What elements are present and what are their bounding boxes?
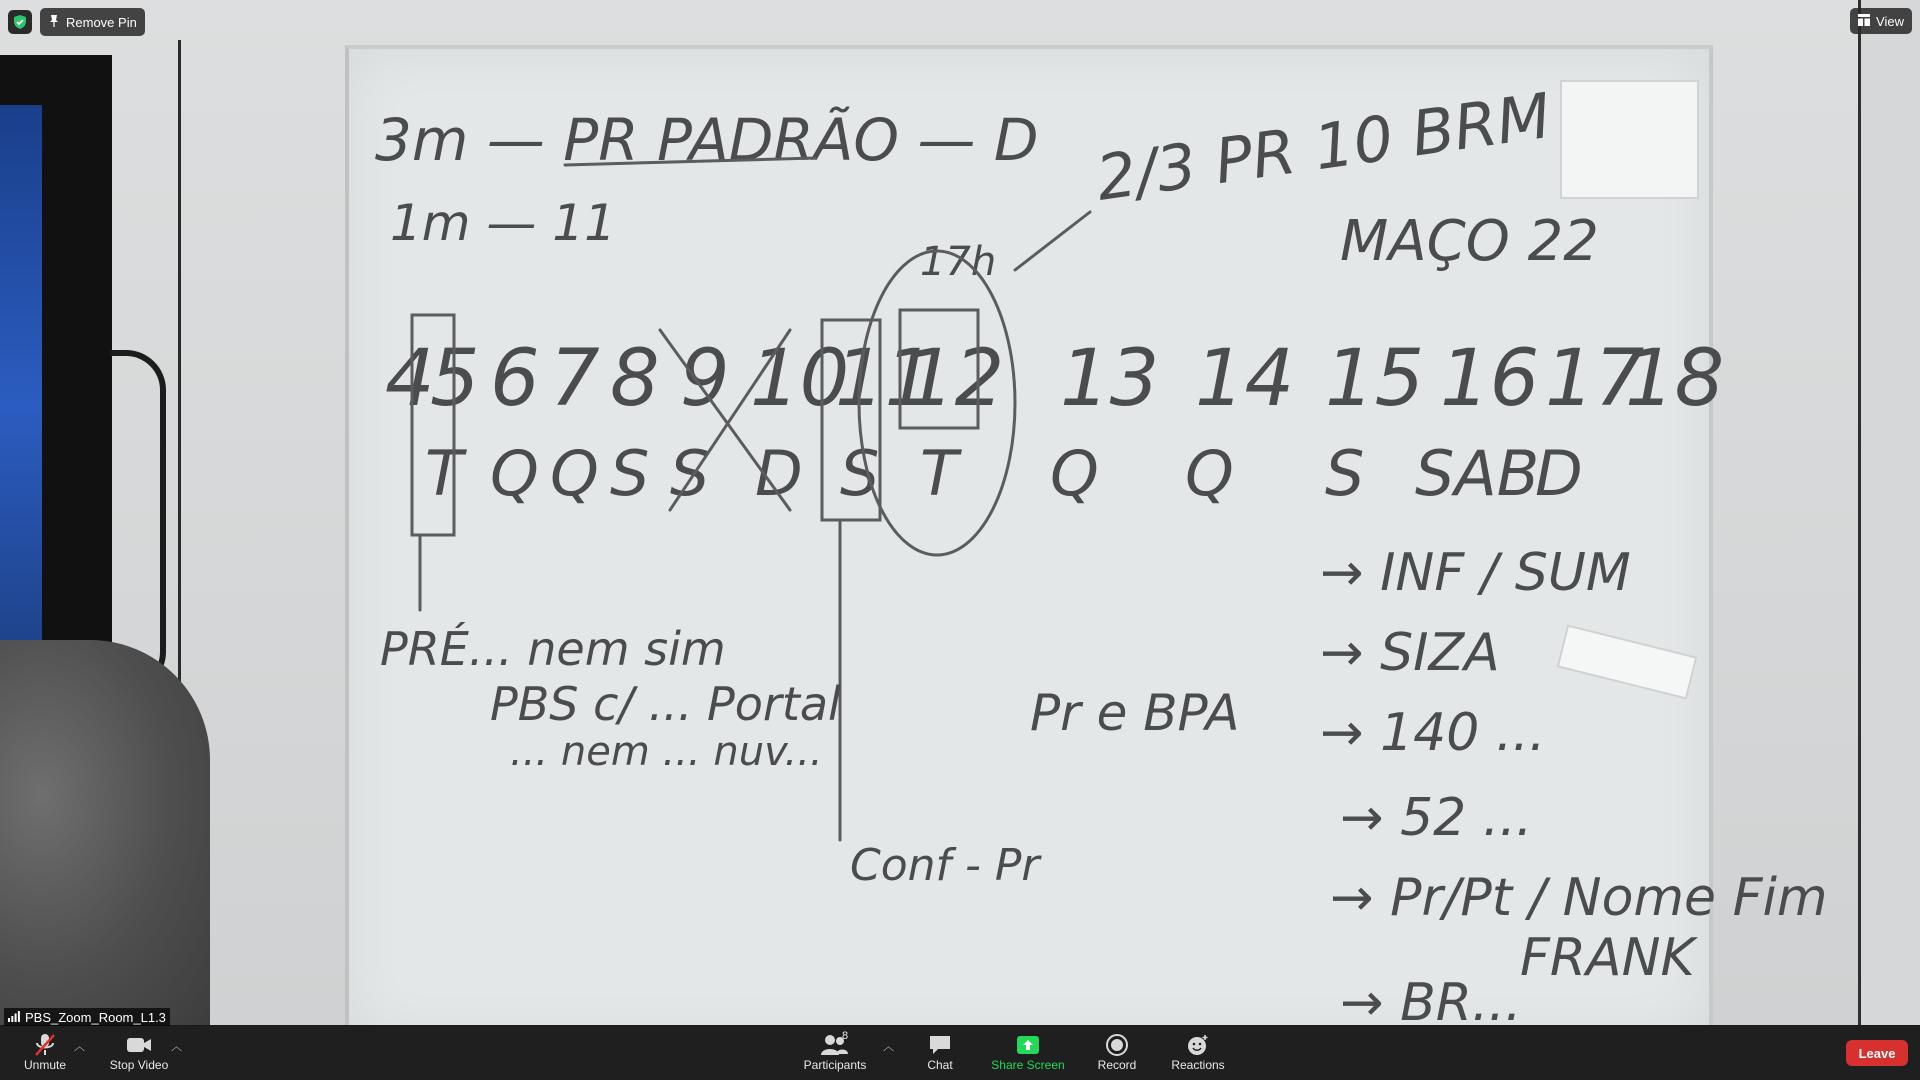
wb-day: 18: [1625, 334, 1725, 424]
wb-line2: 1m — 11: [390, 194, 616, 252]
view-label: View: [1876, 13, 1904, 29]
wb-list-item: → 140 ...: [1320, 703, 1546, 763]
wb-weekday: D: [755, 437, 803, 510]
wb-list-item: FRANK: [1520, 928, 1695, 988]
record-button[interactable]: [1096, 1032, 1138, 1076]
arrow-line: [1015, 212, 1090, 270]
share-screen-button[interactable]: [990, 1032, 1066, 1076]
unmute-button[interactable]: [22, 1032, 68, 1076]
participants-options-caret-icon[interactable]: ︿: [883, 1041, 894, 1053]
wb-day: 16: [1440, 334, 1540, 424]
meeting-toolbar: [0, 1026, 1920, 1080]
wb-notes-left-1: PRÉ... nem sim: [380, 622, 726, 676]
wb-weekday: T: [920, 437, 958, 510]
chat-icon: [928, 1032, 952, 1058]
wb-weekday: SAB: [1415, 437, 1540, 510]
record-label: Record: [1097, 1058, 1137, 1072]
wb-day: 5: [430, 334, 480, 424]
leave-button[interactable]: Leave: [1846, 1040, 1908, 1066]
share-screen-icon: [1016, 1032, 1040, 1058]
wb-notes-mid: Pr e BPA: [1030, 684, 1240, 742]
wb-notes-left-3: ... nem ... nuv...: [510, 729, 823, 775]
signal-icon: [8, 1010, 20, 1025]
wb-weekday: Q: [1050, 437, 1099, 510]
video-options-caret-icon[interactable]: ︿: [171, 1041, 182, 1053]
participants-count: 8: [842, 1030, 849, 1042]
wb-day: 17: [1545, 334, 1645, 424]
unmute-label: Unmute: [23, 1058, 67, 1072]
chat-label: Chat: [927, 1058, 953, 1072]
grid-icon: [1858, 14, 1870, 29]
wb-day: 8: [610, 334, 660, 424]
remove-pin-button[interactable]: [40, 8, 145, 36]
participants-button[interactable]: [800, 1032, 870, 1076]
weekdays-row: [425, 437, 1583, 510]
wb-weekday: Q: [550, 437, 599, 510]
chat-button[interactable]: [925, 1032, 955, 1076]
wb-note-top-right: 2/3 PR 10 BRM: [1091, 78, 1556, 215]
wb-list: [1320, 543, 1828, 1025]
room-name: PBS_Zoom_Room_L1.3: [25, 1009, 166, 1025]
camera-icon: [126, 1032, 152, 1058]
security-shield-icon[interactable]: [8, 10, 32, 34]
share-screen-label: Share Screen: [991, 1058, 1065, 1072]
wb-day: 13: [1060, 334, 1160, 424]
wb-list-item: → 52 ...: [1340, 788, 1533, 848]
wb-weekday: S: [610, 437, 650, 510]
wb-weekday: S: [1325, 437, 1365, 510]
wb-list-item: → INF / SUM: [1320, 543, 1631, 603]
wb-day: 4: [385, 334, 435, 424]
reactions-label: Reactions: [1171, 1058, 1225, 1072]
wb-list-item: → Pr/Pt / Nome Fim: [1330, 868, 1828, 928]
wb-day: 12: [905, 334, 1005, 424]
record-icon: [1106, 1032, 1128, 1058]
wb-weekday: S: [670, 437, 710, 510]
wb-month: MAÇO 22: [1340, 209, 1599, 274]
wb-day: 6: [490, 334, 540, 424]
remove-pin-label: Remove Pin: [66, 14, 137, 30]
reactions-icon: [1186, 1032, 1210, 1058]
participants-label: Participants: [803, 1058, 867, 1072]
wb-weekday: D: [1535, 437, 1583, 510]
wb-notes-bottom: Conf - Pr: [850, 840, 1040, 891]
pin-icon: [48, 14, 60, 31]
wb-weekday: T: [425, 437, 463, 510]
reactions-button[interactable]: [1170, 1032, 1226, 1076]
wb-day: 7: [550, 334, 600, 424]
wb-day: 9: [680, 334, 730, 424]
days-row: [385, 334, 1724, 424]
wb-list-item: → SIZA: [1320, 623, 1500, 683]
audio-options-caret-icon[interactable]: ︿: [74, 1041, 85, 1053]
stop-video-button[interactable]: [106, 1032, 172, 1076]
mic-muted-icon: [34, 1032, 56, 1058]
room-name-tag: [4, 1008, 170, 1026]
stop-video-label: Stop Video: [109, 1058, 169, 1072]
wb-line1: 3m — PR PADRÃO — D: [375, 106, 1039, 174]
wb-notes-left-2: PBS c/ ... Portal: [490, 677, 841, 731]
wb-weekday: Q: [490, 437, 539, 510]
wb-day: 10: [750, 334, 850, 424]
wb-day: 14: [1195, 334, 1295, 424]
view-button[interactable]: [1850, 8, 1912, 34]
wb-weekday: Q: [1185, 437, 1234, 510]
wb-day: 15: [1325, 334, 1425, 424]
wb-weekday: S: [840, 437, 880, 510]
wb-label-17h: 17h: [920, 239, 997, 285]
wb-list-item: → BR...: [1340, 973, 1522, 1025]
wb-day: 11: [835, 334, 935, 424]
